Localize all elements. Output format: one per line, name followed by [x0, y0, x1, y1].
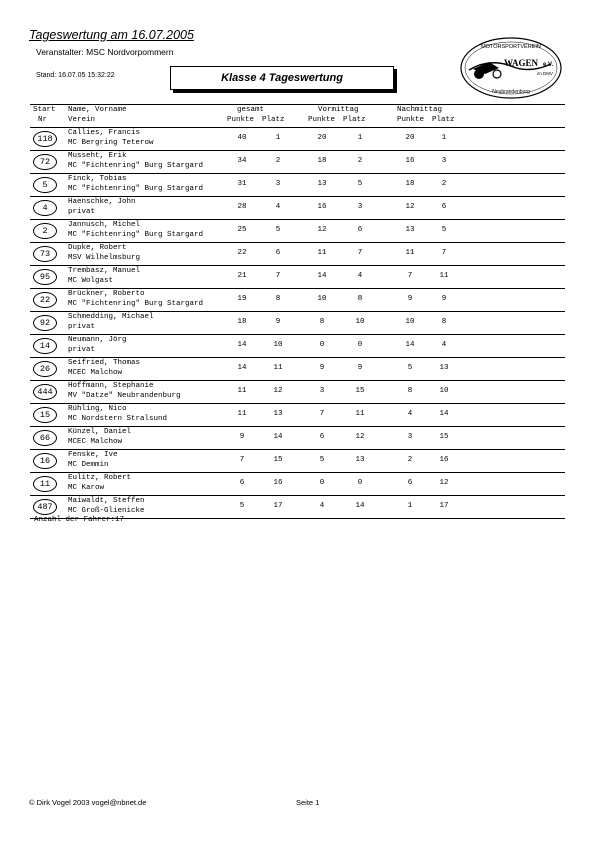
rider-club: MC Karow — [68, 484, 105, 492]
score-gp: 34 — [237, 157, 247, 165]
score-gpl: 14 — [273, 433, 283, 441]
score-gpl: 2 — [275, 157, 281, 165]
score-gp: 14 — [237, 364, 247, 372]
score-gpl: 13 — [273, 410, 283, 418]
start-number-badge: 15 — [33, 407, 57, 423]
score-gpl: 7 — [275, 272, 281, 280]
score-npl: 6 — [441, 203, 447, 211]
rider-name: Trembasz, Manuel — [68, 267, 141, 275]
start-number-badge: 92 — [33, 315, 57, 331]
rider-name: Rühling, Nico — [68, 405, 127, 413]
class-title-box — [170, 66, 394, 90]
col-name: Name, Vorname — [68, 106, 127, 114]
table-row — [30, 450, 565, 473]
start-number-badge: 66 — [33, 430, 57, 446]
score-vpl: 7 — [357, 249, 363, 257]
score-np: 9 — [407, 295, 413, 303]
table-row — [30, 197, 565, 220]
col-vormittag-punkte: Punkte — [308, 116, 336, 124]
rider-name: Callies, Francis — [68, 129, 141, 137]
start-number-badge: 14 — [33, 338, 57, 354]
score-np: 14 — [405, 341, 415, 349]
score-vp: 3 — [319, 387, 325, 395]
score-gpl: 15 — [273, 456, 283, 464]
rider-name: Musseht, Erik — [68, 152, 127, 160]
score-vpl: 13 — [355, 456, 365, 464]
results-table — [30, 128, 565, 519]
score-gpl: 4 — [275, 203, 281, 211]
score-gpl: 16 — [273, 479, 283, 487]
score-npl: 13 — [439, 364, 449, 372]
start-number-badge: 4 — [33, 200, 57, 216]
score-np: 8 — [407, 387, 413, 395]
score-npl: 15 — [439, 433, 449, 441]
rider-club: MC Nordstern Stralsund — [68, 415, 168, 423]
rider-club: MC Groß-Glienicke — [68, 507, 145, 515]
table-row — [30, 243, 565, 266]
rider-name: Eulitz, Robert — [68, 474, 132, 482]
score-vpl: 15 — [355, 387, 365, 395]
score-vpl: 9 — [357, 364, 363, 372]
start-number-badge: 2 — [33, 223, 57, 239]
rider-club: MV "Datze" Neubrandenburg — [68, 392, 181, 400]
table-row — [30, 128, 565, 151]
footer-copyright: © Dirk Vogel 2003 vogel@nbnet.de — [29, 798, 147, 807]
score-gpl: 8 — [275, 295, 281, 303]
score-gpl: 6 — [275, 249, 281, 257]
col-nachmittag-platz: Platz — [432, 116, 455, 124]
logo-addr: im DMV — [537, 71, 553, 76]
score-gpl: 1 — [275, 134, 281, 142]
score-vpl: 10 — [355, 318, 365, 326]
score-gp: 28 — [237, 203, 247, 211]
score-gp: 5 — [239, 502, 245, 510]
score-vp: 20 — [317, 134, 327, 142]
rider-name: Haenschke, John — [68, 198, 136, 206]
score-npl: 4 — [441, 341, 447, 349]
score-gpl: 5 — [275, 226, 281, 234]
score-vpl: 3 — [357, 203, 363, 211]
rider-club: MC Bergring Teterow — [68, 139, 154, 147]
score-npl: 1 — [441, 134, 447, 142]
score-np: 4 — [407, 410, 413, 418]
rider-name: Hoffmann, Stephanie — [68, 382, 154, 390]
score-gpl: 11 — [273, 364, 283, 372]
table-row — [30, 289, 565, 312]
col-start: Start — [33, 106, 56, 114]
start-number-badge: 118 — [33, 131, 57, 147]
rider-name: Finck, Tobias — [68, 175, 127, 183]
score-gpl: 10 — [273, 341, 283, 349]
col-gesamt-punkte: Punkte — [227, 116, 255, 124]
score-gpl: 3 — [275, 180, 281, 188]
score-np: 12 — [405, 203, 415, 211]
start-number-badge: 11 — [33, 476, 57, 492]
score-gp: 31 — [237, 180, 247, 188]
score-gp: 25 — [237, 226, 247, 234]
table-row — [30, 312, 565, 335]
score-vpl: 2 — [357, 157, 363, 165]
score-gp: 22 — [237, 249, 247, 257]
score-gpl: 9 — [275, 318, 281, 326]
score-vpl: 8 — [357, 295, 363, 303]
score-vpl: 4 — [357, 272, 363, 280]
score-npl: 7 — [441, 249, 447, 257]
footer-page: Seite 1 — [296, 798, 320, 807]
score-gp: 7 — [239, 456, 245, 464]
rider-club: privat — [68, 346, 96, 354]
score-npl: 17 — [439, 502, 449, 510]
score-npl: 5 — [441, 226, 447, 234]
logo-suffix: e.V. — [543, 62, 554, 68]
class-title: Klasse 4 Tageswertung — [221, 72, 343, 84]
score-np: 10 — [405, 318, 415, 326]
organizer-label: Veranstalter: MSC Nordvorpommern — [36, 47, 174, 57]
rider-club: MCEC Malchow — [68, 438, 123, 446]
score-np: 20 — [405, 134, 415, 142]
logo-bottom-text: Neubrandenburg — [492, 89, 530, 95]
table-row — [30, 473, 565, 496]
rider-club: MC Demmin — [68, 461, 109, 469]
score-np: 7 — [407, 272, 413, 280]
score-vp: 14 — [317, 272, 327, 280]
score-gp: 11 — [237, 387, 247, 395]
club-logo — [459, 36, 563, 100]
start-number-badge: 73 — [33, 246, 57, 262]
score-vp: 16 — [317, 203, 327, 211]
col-gesamt: gesamt — [237, 106, 265, 114]
score-gp: 21 — [237, 272, 247, 280]
score-vp: 7 — [319, 410, 325, 418]
score-npl: 3 — [441, 157, 447, 165]
logo-name: WAGEN — [503, 58, 539, 68]
table-row — [30, 174, 565, 197]
table-row — [30, 335, 565, 358]
start-number-badge: 22 — [33, 292, 57, 308]
score-vpl: 0 — [357, 479, 363, 487]
start-number-badge: 72 — [33, 154, 57, 170]
score-gpl: 17 — [273, 502, 283, 510]
score-npl: 9 — [441, 295, 447, 303]
col-verein: Verein — [68, 116, 96, 124]
rider-club: privat — [68, 208, 96, 216]
score-vp: 8 — [319, 318, 325, 326]
score-gp: 6 — [239, 479, 245, 487]
col-vormittag-platz: Platz — [343, 116, 366, 124]
score-gp: 11 — [237, 410, 247, 418]
score-vpl: 11 — [355, 410, 365, 418]
score-gp: 9 — [239, 433, 245, 441]
score-vp: 10 — [317, 295, 327, 303]
start-number-badge: 487 — [33, 499, 57, 515]
rider-club: MC "Fichtenring" Burg Stargard — [68, 231, 204, 239]
timestamp-label: Stand: 16.07.05 15:32:22 — [36, 72, 115, 79]
col-vormittag: Vormittag — [318, 106, 359, 114]
table-row — [30, 220, 565, 243]
score-gp: 18 — [237, 318, 247, 326]
score-gp: 19 — [237, 295, 247, 303]
score-np: 13 — [405, 226, 415, 234]
score-npl: 11 — [439, 272, 449, 280]
score-vp: 18 — [317, 157, 327, 165]
rider-club: MSV Wilhelmsburg — [68, 254, 141, 262]
rider-club: MC "Fichtenring" Burg Stargard — [68, 162, 204, 170]
score-vpl: 12 — [355, 433, 365, 441]
score-np: 6 — [407, 479, 413, 487]
score-gp: 14 — [237, 341, 247, 349]
score-np: 1 — [407, 502, 413, 510]
rider-club: privat — [68, 323, 96, 331]
score-npl: 10 — [439, 387, 449, 395]
score-npl: 8 — [441, 318, 447, 326]
rider-name: Seifried, Thomas — [68, 359, 141, 367]
table-row — [30, 381, 565, 404]
rider-name: Dupke, Robert — [68, 244, 127, 252]
score-vp: 9 — [319, 364, 325, 372]
col-nachmittag: Nachmittag — [397, 106, 443, 114]
rider-name: Schmedding, Michael — [68, 313, 154, 321]
start-number-badge: 16 — [33, 453, 57, 469]
score-npl: 2 — [441, 180, 447, 188]
score-np: 3 — [407, 433, 413, 441]
col-nachmittag-punkte: Punkte — [397, 116, 425, 124]
score-vp: 4 — [319, 502, 325, 510]
score-vpl: 5 — [357, 180, 363, 188]
score-np: 18 — [405, 180, 415, 188]
score-vp: 0 — [319, 479, 325, 487]
score-vp: 0 — [319, 341, 325, 349]
rider-club: MC "Fichtenring" Burg Stargard — [68, 185, 204, 193]
score-vpl: 1 — [357, 134, 363, 142]
rider-club: MCEC Malchow — [68, 369, 123, 377]
score-np: 16 — [405, 157, 415, 165]
rider-name: Brückner, Roberto — [68, 290, 145, 298]
rider-name: Künzel, Daniel — [68, 428, 132, 436]
header-rule — [30, 104, 565, 105]
rider-count: Anzahl der Fahrer:17 — [34, 516, 125, 524]
rider-name: Maiwaldt, Steffen — [68, 497, 145, 505]
score-vp: 12 — [317, 226, 327, 234]
score-gp: 40 — [237, 134, 247, 142]
logo-top-text: MOTORSPORTVEREIN — [481, 44, 541, 50]
start-number-badge: 444 — [33, 384, 57, 400]
table-row — [30, 427, 565, 450]
rider-club: MC "Fichtenring" Burg Stargard — [68, 300, 204, 308]
rider-name: Jannusch, Michel — [68, 221, 141, 229]
score-gpl: 12 — [273, 387, 283, 395]
score-npl: 16 — [439, 456, 449, 464]
score-vpl: 14 — [355, 502, 365, 510]
start-number-badge: 26 — [33, 361, 57, 377]
score-vpl: 0 — [357, 341, 363, 349]
col-gesamt-platz: Platz — [262, 116, 285, 124]
table-row — [30, 151, 565, 174]
table-row — [30, 404, 565, 427]
start-number-badge: 5 — [33, 177, 57, 193]
page-title: Tageswertung am 16.07.2005 — [29, 28, 194, 42]
table-row — [30, 358, 565, 381]
rider-name: Neumann, Jörg — [68, 336, 127, 344]
score-vpl: 6 — [357, 226, 363, 234]
score-vp: 6 — [319, 433, 325, 441]
score-vp: 11 — [317, 249, 327, 257]
score-vp: 13 — [317, 180, 327, 188]
table-row — [30, 266, 565, 289]
score-vp: 5 — [319, 456, 325, 464]
score-np: 2 — [407, 456, 413, 464]
col-nr: Nr — [38, 116, 48, 124]
start-number-badge: 95 — [33, 269, 57, 285]
score-npl: 14 — [439, 410, 449, 418]
rider-club: MC Wolgast — [68, 277, 114, 285]
score-np: 5 — [407, 364, 413, 372]
score-npl: 12 — [439, 479, 449, 487]
rider-name: Fenske, Ive — [68, 451, 118, 459]
score-np: 11 — [405, 249, 415, 257]
